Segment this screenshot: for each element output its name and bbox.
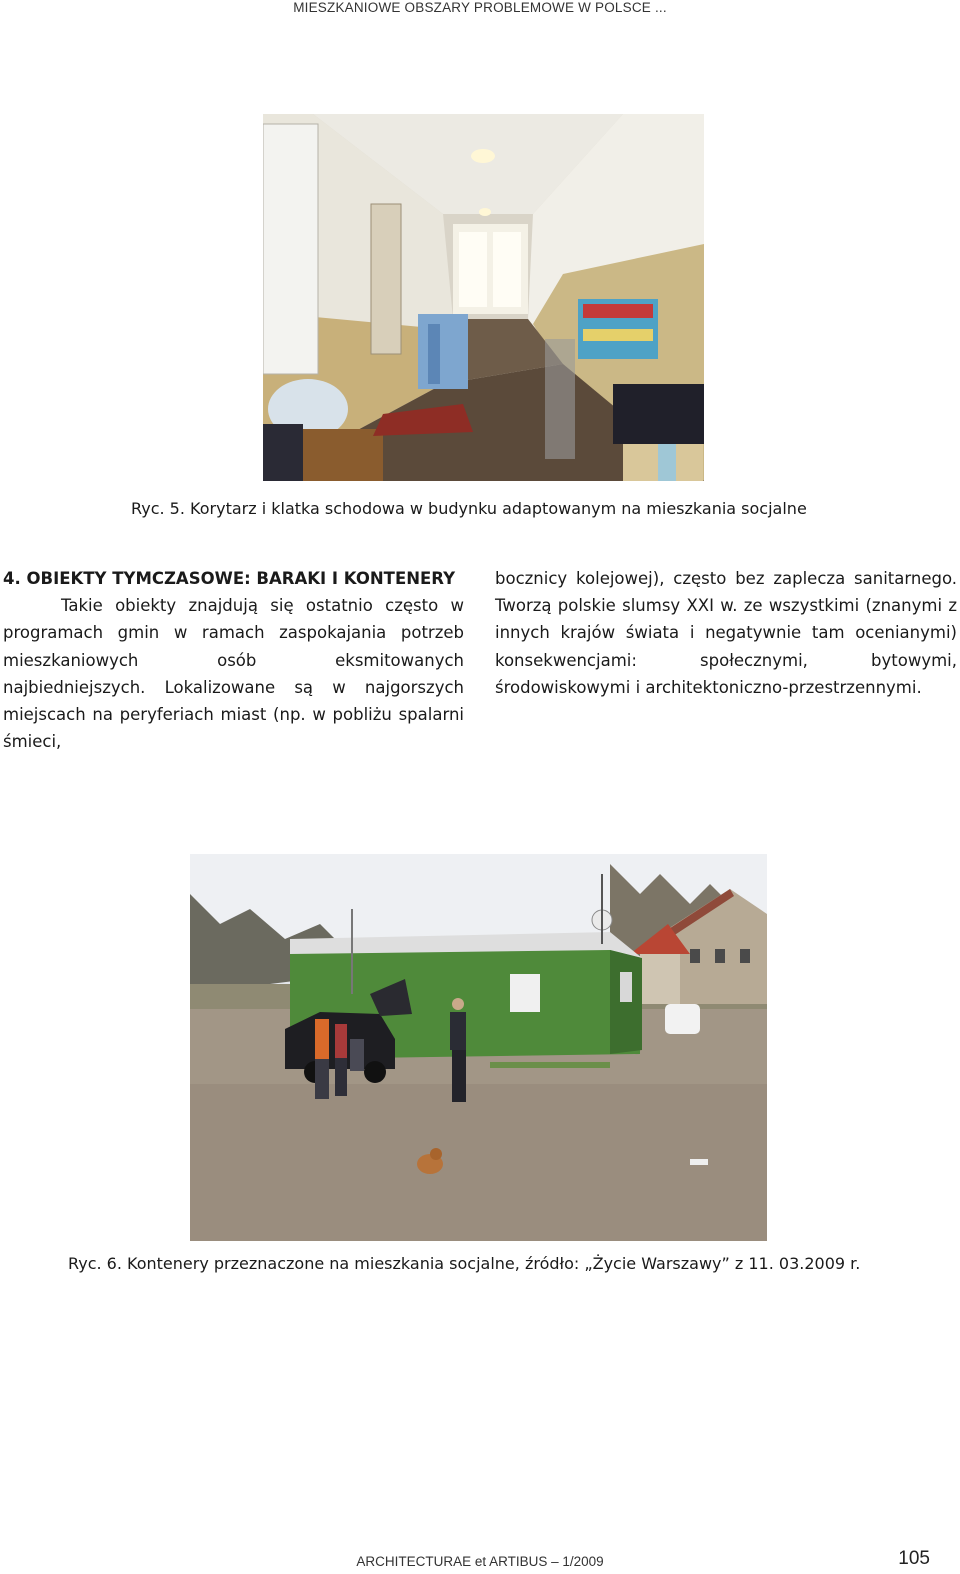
- page-number: 105: [898, 1548, 930, 1569]
- figure-5-photo: [263, 114, 704, 481]
- section-heading: 4. OBIEKTY TYMCZASOWE: BARAKI I KONTENERY: [3, 569, 456, 588]
- running-header: MIESZKANIOWE OBSZARY PROBLEMOWE W POLSCE ...: [293, 0, 667, 15]
- paragraph-right: bocznicy kolejowej), często bez zaplecza sanitarnego. Tworzą polskie slumsy XXI w. ze wszystkimi (znanymi z innych krajów świata i negatywnie tam ocenianymi) konsekwencjami: społecznymi, bytowymi, środowiskowymi i architektoniczno-przestrzennymi.: [495, 569, 957, 697]
- figure-6-caption: Ryc. 6. Kontenery przeznaczone na mieszkania socjalne, źródło: „Życie Warszawy” z 11. 03.2009 r.: [68, 1254, 861, 1273]
- figure-6-photo: [190, 854, 767, 1241]
- paragraph-left: Takie obiekty znajdują się ostatnio często w programach gmin w ramach zaspokajania potrzeb mieszkaniowych osób eksmitowanych najbiedniejszych. Lokalizowane są w najgorszych miejscach na peryferiach miast (np. w pobliżu spalarni śmieci,: [3, 596, 464, 752]
- text-column-left: [3, 565, 464, 755]
- journal-footer: ARCHITECTURAE et ARTIBUS – 1/2009: [356, 1554, 604, 1569]
- figure-5-caption: Ryc. 5. Korytarz i klatka schodowa w budynku adaptowanym na mieszkania socjalne: [131, 499, 807, 518]
- text-column-right: [495, 565, 957, 701]
